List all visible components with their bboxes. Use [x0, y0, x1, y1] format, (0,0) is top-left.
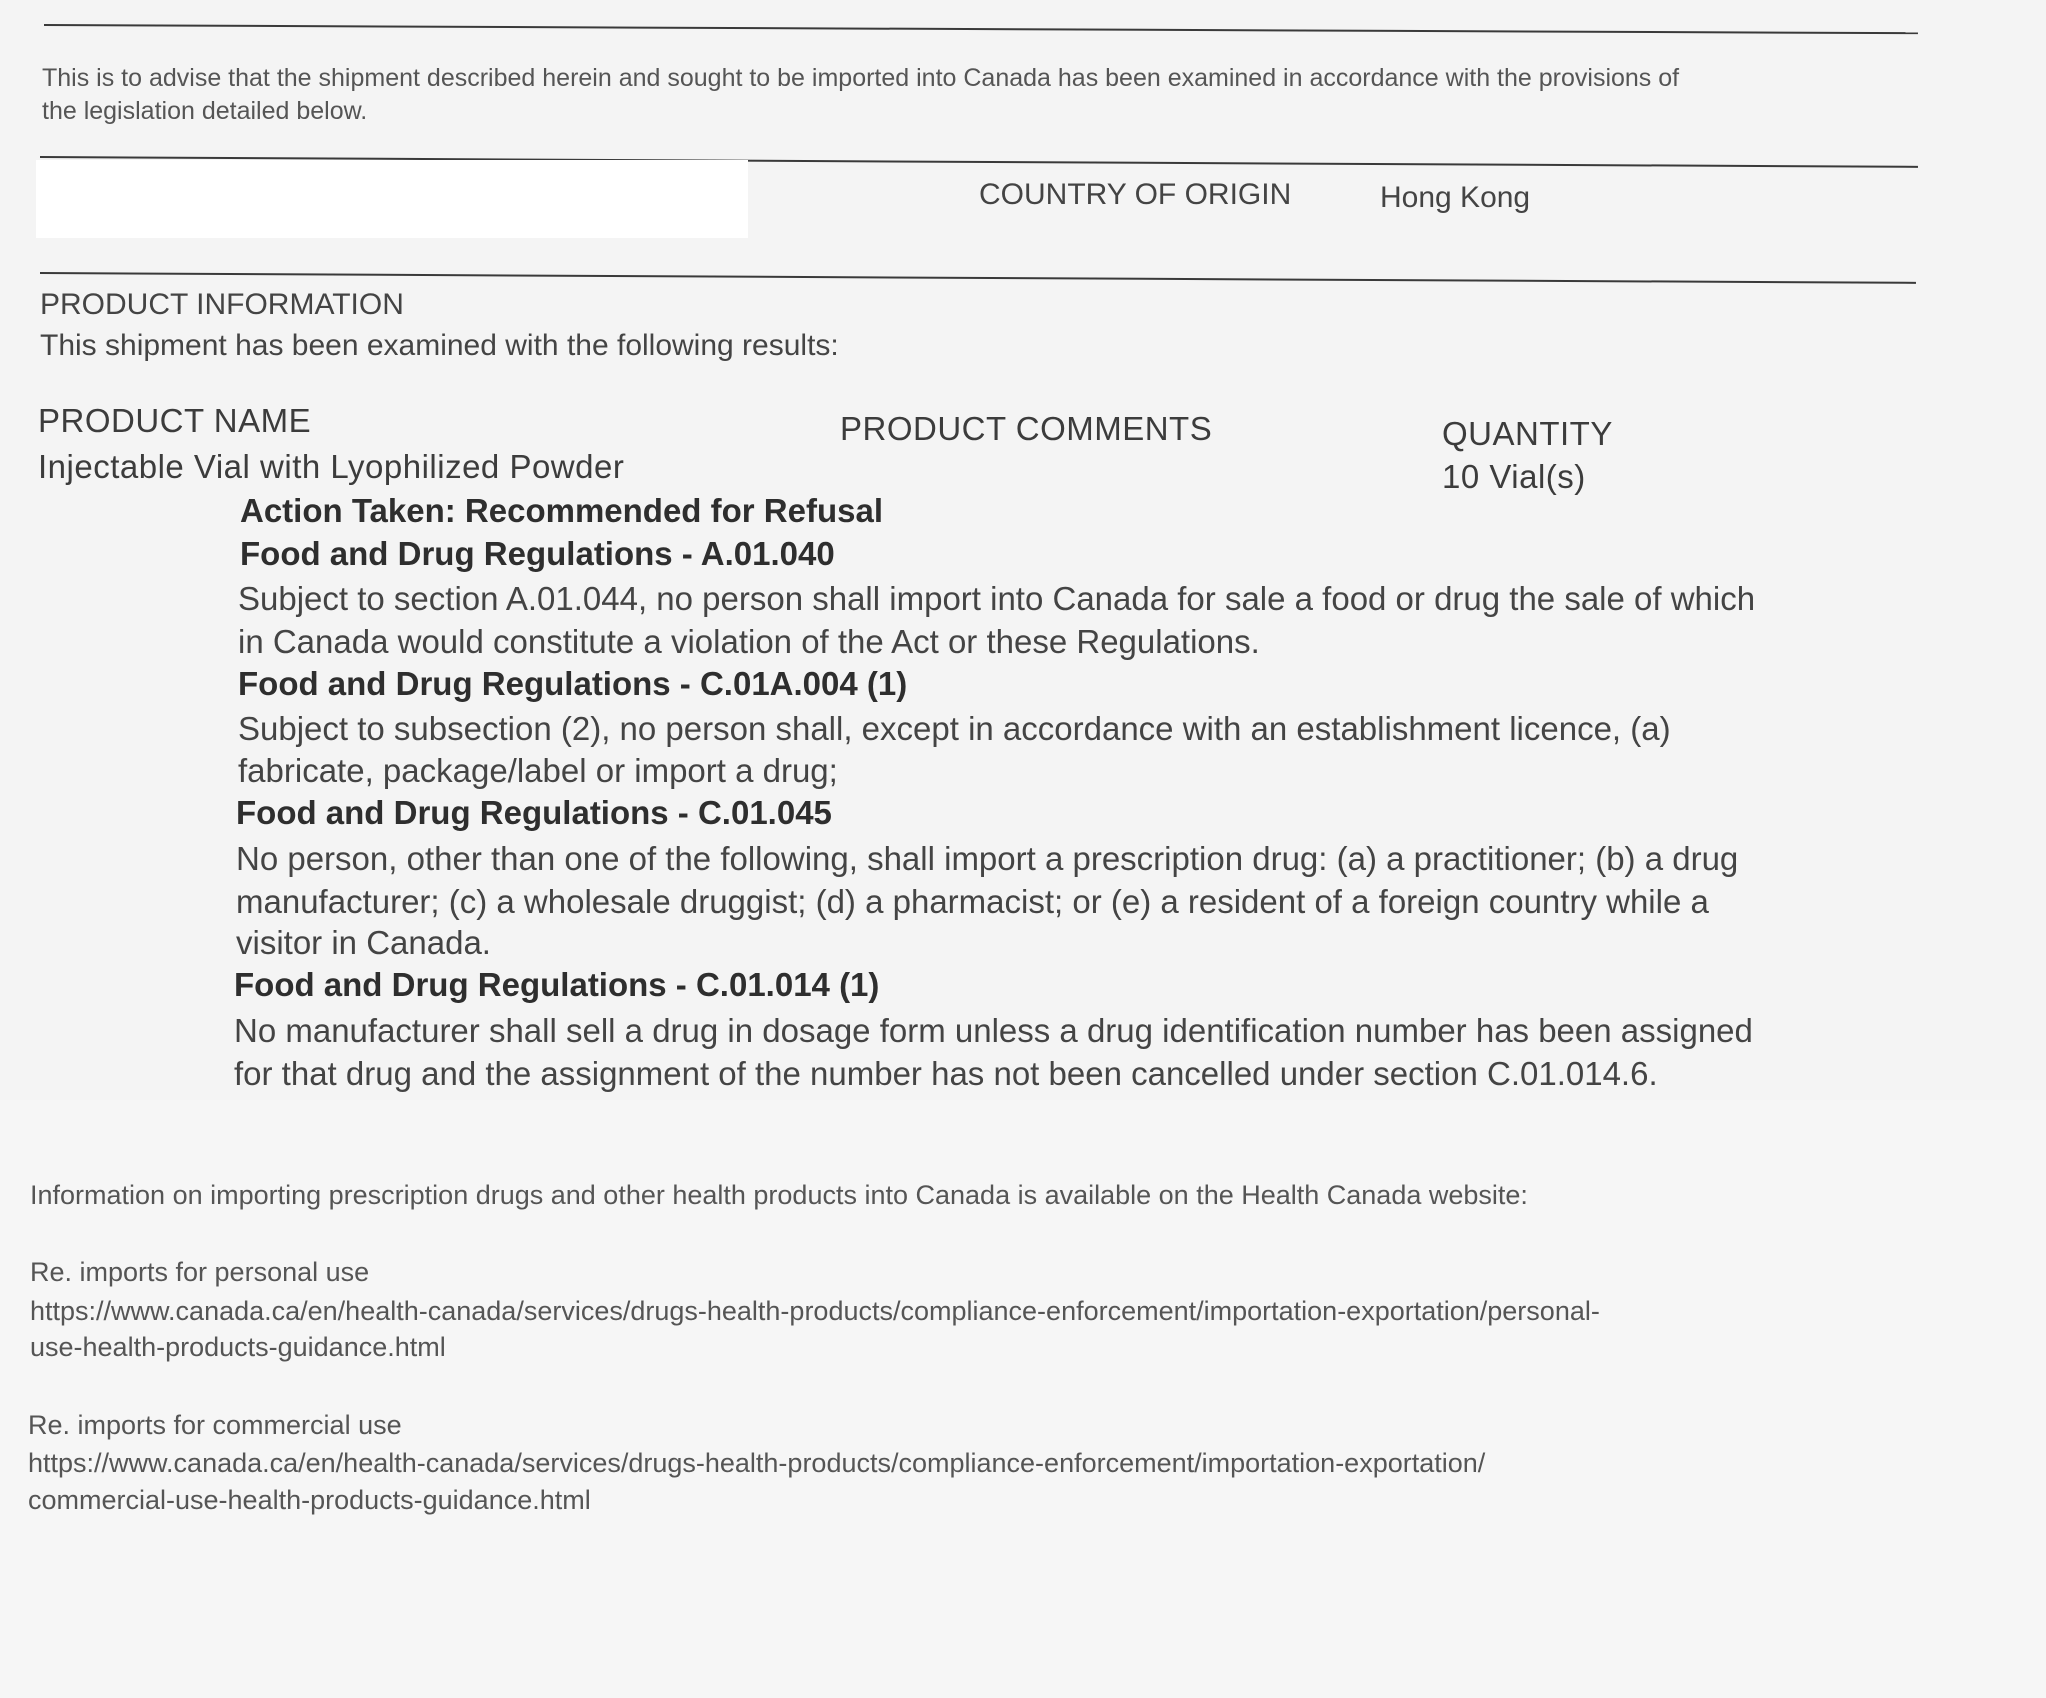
personal-use-link-line-1[interactable]: https://www.canada.ca/en/health-canada/services/drugs-health-products/compliance-enforcement/importation-exportation/personal- — [30, 1296, 1600, 1326]
regulation-text-line: Subject to subsection (2), no person shall, except in accordance with an establishment licence, (a) — [238, 710, 1671, 747]
commercial-use-link-line-2[interactable]: commercial-use-health-products-guidance.html — [28, 1485, 591, 1515]
action-taken: Action Taken: Recommended for Refusal — [240, 492, 884, 529]
regulation-text-line: No manufacturer shall sell a drug in dosage form unless a drug identification number has been assigned — [234, 1012, 1753, 1049]
product-info-subheading: This shipment has been examined with the following results: — [40, 329, 839, 362]
country-of-origin-value: Hong Kong — [1380, 181, 1531, 214]
personal-use-label: Re. imports for personal use — [30, 1257, 370, 1287]
country-of-origin-label: COUNTRY OF ORIGIN — [979, 178, 1292, 211]
regulation-text-line: fabricate, package/label or import a drug; — [238, 752, 838, 789]
regulation-text-line: for that drug and the assignment of the number has not been cancelled under section C.01.014.6. — [234, 1055, 1658, 1092]
regulation-text-line: in Canada would constitute a violation of the Act or these Regulations. — [238, 623, 1260, 660]
intro-line-2: the legislation detailed below. — [42, 97, 368, 125]
regulation-title: Food and Drug Regulations - C.01.045 — [236, 794, 832, 831]
regulation-text-line: Subject to section A.01.044, no person shall import into Canada for sale a food or drug the sale of which — [238, 580, 1756, 617]
footer-info: Information on importing prescription drugs and other health products into Canada is available on the Health Canada website: — [30, 1180, 1528, 1210]
regulation-text-line: visitor in Canada. — [236, 924, 491, 961]
regulation-title: Food and Drug Regulations - C.01.014 (1) — [234, 966, 880, 1003]
quantity-value: 10 Vial(s) — [1442, 458, 1586, 495]
regulation-title: Food and Drug Regulations - C.01A.004 (1) — [238, 665, 908, 702]
regulation-title: Food and Drug Regulations - A.01.040 — [240, 535, 835, 572]
regulation-text-line: No person, other than one of the following, shall import a prescription drug: (a) a practitioner; (b) a drug — [236, 840, 1739, 877]
product-name-value: Injectable Vial with Lyophilized Powder — [38, 448, 625, 485]
product-info-heading: PRODUCT INFORMATION — [40, 288, 404, 321]
intro-line-1: This is to advise that the shipment described herein and sought to be imported into Canada has been examined in accordance with the provisions of — [42, 64, 1680, 92]
personal-use-link-line-2[interactable]: use-health-products-guidance.html — [30, 1332, 446, 1362]
regulation-text-line: manufacturer; (c) a wholesale druggist; (d) a pharmacist; or (e) a resident of a foreign country while a — [236, 883, 1709, 920]
top-divider — [44, 24, 1918, 34]
commercial-use-link-line-1[interactable]: https://www.canada.ca/en/health-canada/services/drugs-health-products/compliance-enforcement/importation-exportation/ — [28, 1448, 1486, 1478]
redacted-block — [36, 160, 748, 238]
commercial-use-label: Re. imports for commercial use — [28, 1410, 402, 1440]
header-product-name: PRODUCT NAME — [38, 402, 312, 439]
product-info-divider — [40, 272, 1916, 284]
header-product-comments: PRODUCT COMMENTS — [840, 410, 1213, 447]
header-quantity: QUANTITY — [1442, 415, 1613, 452]
